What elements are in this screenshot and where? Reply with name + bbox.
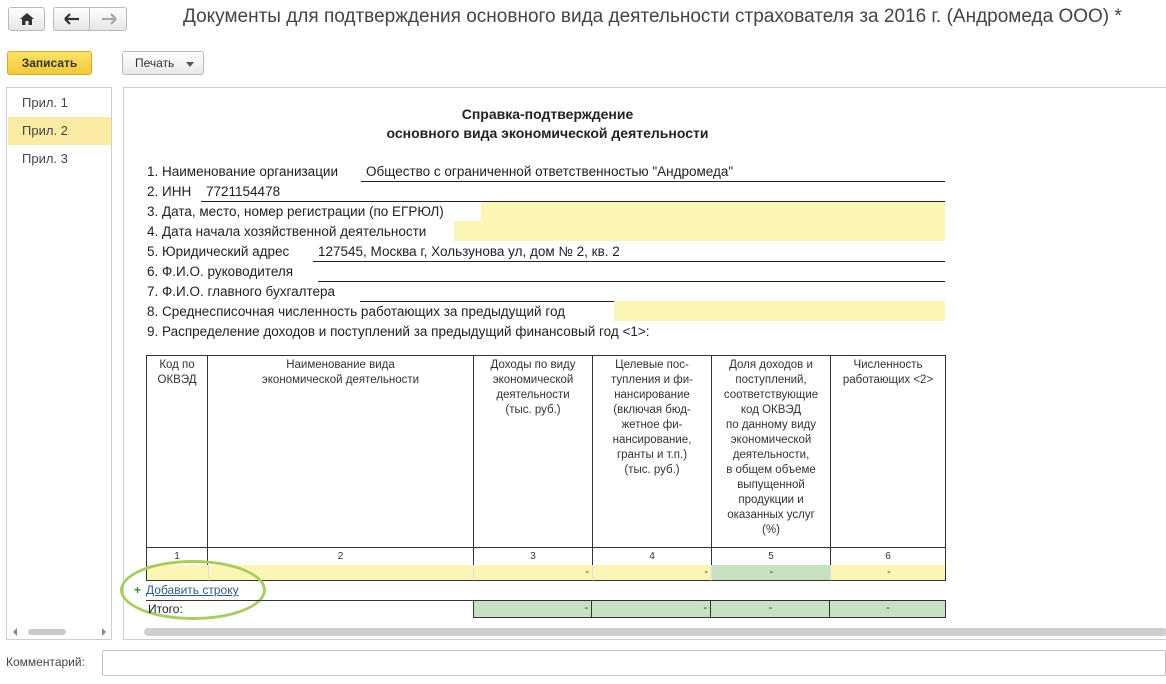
add-row-label: Добавить строку [146,583,239,597]
field-registration[interactable] [481,202,945,221]
table-cell-target-funding[interactable]: - [592,565,711,581]
field-label-director: 6. Ф.И.О. руководителя [147,264,294,279]
field-director[interactable] [318,281,945,282]
comment-label: Комментарий: [6,655,85,669]
arrow-right-icon [101,13,117,25]
field-label-accountant: 7. Ф.И.О. главного бухгалтера [147,284,336,299]
arrow-left-icon [64,13,80,25]
field-org-name[interactable]: Общество с ограниченной ответственностью "Андромеда" [366,164,734,179]
table-header-target-funding: Целевые пос- тупления и фи- нансирование (включая бюд- жетное фи- нансирование, гранты и т.п.) (тыс. руб.) [610,359,693,476]
table-cell-headcount[interactable]: - [830,565,946,581]
table-header-income: Доходы по виду экономической деятельности (тыс. руб.) [490,359,576,416]
document-scrollbar[interactable] [144,628,1166,636]
field-address[interactable]: 127545, Москва г, Хользунова ул, дом № 2, кв. 2 [318,244,620,259]
table-cell-income[interactable]: - [473,565,592,581]
plus-icon: + [134,583,142,597]
column-number: 4 [649,551,655,562]
scroll-right-icon[interactable] [102,628,106,636]
field-start-date[interactable] [454,221,945,241]
field-inn[interactable]: 7721154478 [206,184,281,199]
sidebar [6,87,112,640]
comment-input[interactable] [102,650,1166,676]
field-label-start-date: 4. Дата начала хозяйственной деятельности [147,224,427,239]
total-label: Итого: [148,602,183,616]
scroll-thumb[interactable] [28,629,66,635]
tab-pril-3[interactable]: Прил. 3 [22,151,68,166]
total-cell-share: - [711,600,830,618]
field-label-address: 5. Юридический адрес [147,244,290,259]
field-label-org-name: 1. Наименование организации [147,164,339,179]
field-label-headcount: 8. Среднесписочная численность работающих за предыдущий год [147,304,566,319]
print-button-label: Печать [135,56,175,70]
table-header-share: Доля доходов и поступлений, соответствующие код ОКВЭД по данному виду экономической деятельности, в общем объеме выпущенной продукции и оказанных услуг (%) [723,359,819,536]
column-number: 1 [174,551,180,562]
home-button[interactable] [8,7,45,31]
column-number: 2 [337,551,344,562]
tab-pril-2[interactable]: Прил. 2 [8,117,111,145]
column-number: 6 [885,551,891,562]
back-button[interactable] [53,7,90,31]
total-cell-target-funding: - [592,600,711,618]
column-number: 3 [530,551,536,562]
chevron-down-icon [186,62,194,67]
tab-pril-1[interactable]: Прил. 1 [22,95,68,110]
save-button[interactable]: Записать [7,51,92,75]
total-cell-income: - [473,600,592,618]
table-header-headcount: Численность работающих <2> [842,359,934,386]
document-area [123,87,1166,640]
window-title: Документы для подтверждения основного вида деятельности страхователя за 2016 г. (Андромеда ООО) * [183,6,1122,27]
field-label-inn: 2. ИНН [147,184,192,199]
field-label-income-distribution: 9. Распределение доходов и поступлений за предыдущий финансовый год <1>: [147,324,650,339]
table-cell-share: - [711,565,830,581]
sidebar-scrollbar[interactable] [8,626,111,638]
field-headcount[interactable] [614,301,945,321]
forward-button[interactable] [89,7,127,31]
table-header-activity: Наименование вида экономической деятельности [261,359,420,386]
home-icon [19,12,35,26]
field-label-registration: 3. Дата, место, номер регистрации (по ЕГРЮЛ) [147,204,444,219]
add-row-button[interactable] [134,583,239,597]
column-number: 5 [768,551,774,562]
print-button[interactable] [122,51,204,75]
scroll-left-icon[interactable] [13,628,17,636]
form-heading-line1: Справка-подтверждение [461,106,634,122]
form-heading-line2: основного вида экономической деятельности [386,125,709,141]
total-cell-headcount: - [830,600,946,618]
table-header-okved: Код по ОКВЭД [157,359,197,386]
